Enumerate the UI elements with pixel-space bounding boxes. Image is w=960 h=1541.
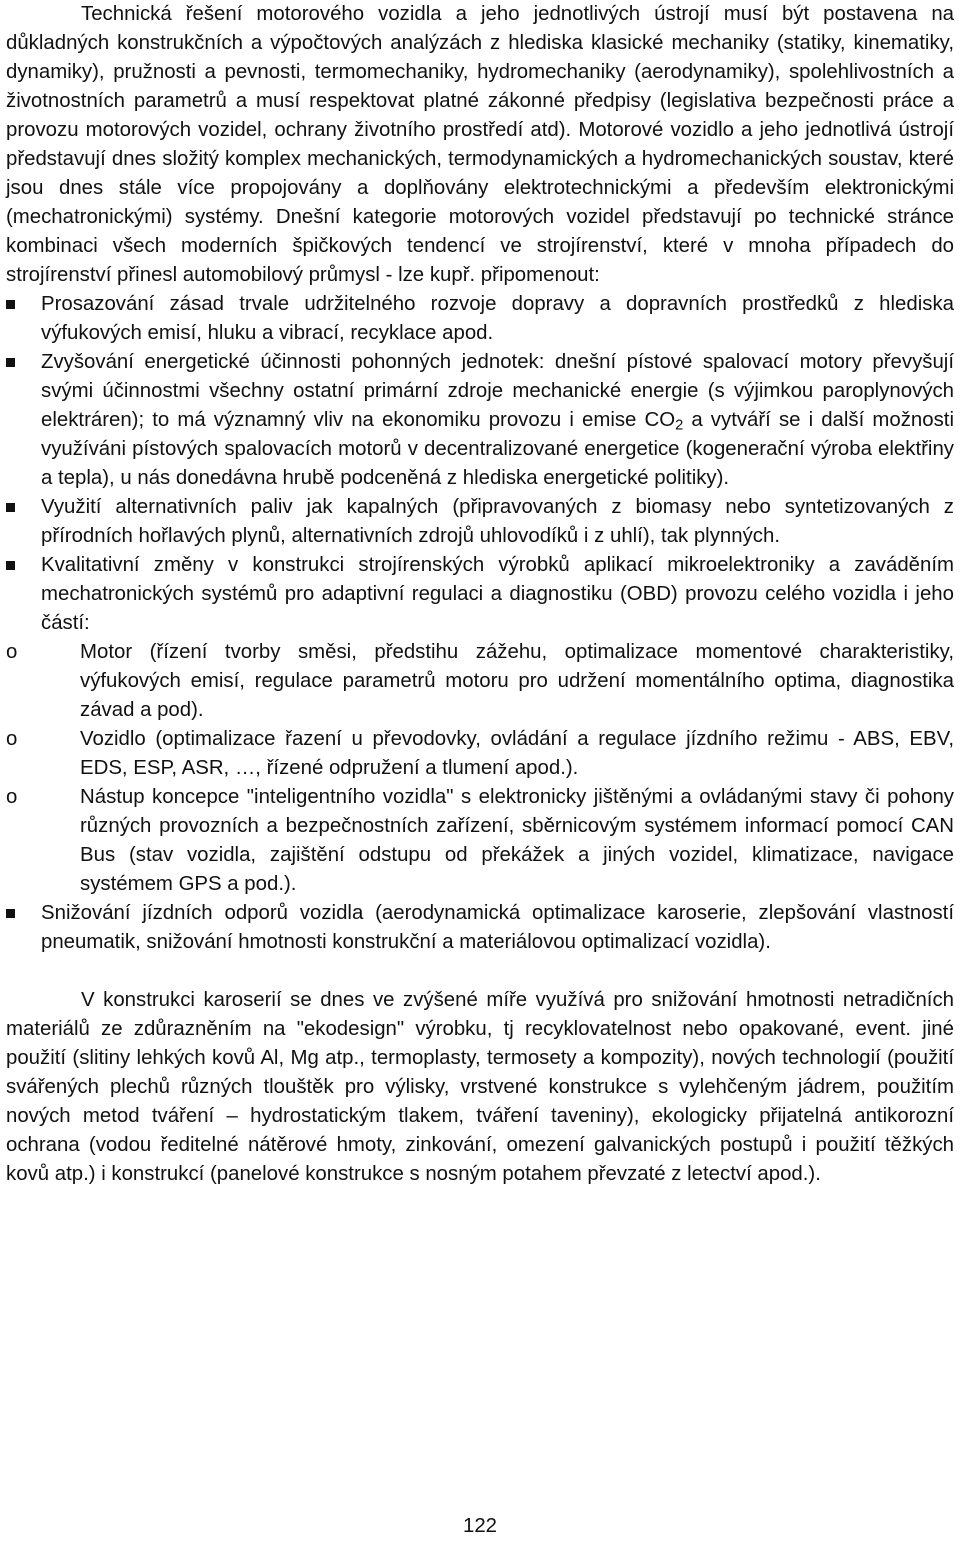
sub-item [6,638,954,725]
bullet-text: Snižování jízdních odporů vozidla (aerodynamická optimalizace karoserie, zlepšování vlastností pneumatik, snižování hmotnosti konstrukční a materiálovou optimalizací vozidla). [41,902,954,953]
bullet-text: Kvalitativní změny v konstrukci strojírenských výrobků aplikací mikroelektroniky a zaváděním mechatronických systémů pro adaptivní regulaci a diagnostiku (OBD) provozu celého vozidla i jeho částí: [41,554,954,634]
circle-bullet-icon: o [6,641,18,663]
bullet-item [6,493,954,551]
square-bullet-icon [6,561,15,570]
bullet-text-continued: a vytváří se i další možnosti využíváni pístových spalovacích motorů v decentralizované energetice (kogenerační výroba elektřiny a tepla), u nás donedávna hrubě podceněná z hlediska energetické politiky). [41,409,954,489]
bullet-text: Využití alternativních paliv jak kapalných (připravovaných z biomasy nebo syntetizovaných z přírodních hořlavých plynů, alternativních zdrojů uhlovodíků i z uhlí), tak plynných. [41,496,954,547]
square-bullet-icon [6,358,15,367]
bullet-list [6,290,954,957]
intro-paragraph: Technická řešení motorového vozidla a jeho jednotlivých ústrojí musí být postavena na důkladných konstrukčních a výpočtových analýzách z hlediska klasické mechaniky (statiky, kinematiky, dynamiky), pružnosti a pevnosti, termomechaniky, hydromechaniky (aerodynamiky), spolehlivostních a životnostních parametrů a musí respektovat platné zákonné předpisy (legislativa bezpečnosti práce a provozu motorových vozidel, ochrany životního prostředí atd). Motorové vozidlo a jeho jednotlivá ústrojí představují dnes složitý komplex mechanických, termodynamických a hydromechanických soustav, které jsou dnes stále více propojovány a doplňovány elektrotechnickými a především elektronickými (mechatronickými) systémy. Dnešní kategorie motorových vozidel představují po technické stránce kombinaci všech moderních špičkových tendencí ve strojírenství, které v mnoha případech do strojírenství přinesl automobilový průmysl - lze kupř. připomenout: [6,3,954,286]
sub-item-text: Motor (řízení tvorby směsi, předstihu zážehu, optimalizace momentové charakteristiky, výfukových emisí, regulace parametrů motoru pro udržení momentálního optima, diagnostika závad a pod). [80,641,954,721]
sub-item-text: Nástup koncepce "inteligentního vozidla" s elektronicky jištěnými a ovládanými stavy či pohony různých provozních a bezpečnostních zařízení, sběrnicovým systémem informací pomocí CAN Bus (stav vozidla, zajištění odstupu od překážek a jiných vozidel, klimatizace, navigace systémem GPS a pod.). [80,786,954,895]
sub-item [6,725,954,783]
circle-bullet-icon: o [6,786,18,808]
bullet-text: Prosazování zásad trvale udržitelného rozvoje dopravy a dopravních prostředků z hlediska výfukových emisí, hluku a vibrací, recyklace apod. [41,293,954,344]
circle-bullet-icon: o [6,728,18,750]
subscript-text: 2 [675,417,684,434]
sub-item [6,783,954,899]
bullet-text: Zvyšování energetické účinnosti pohonných jednotek: dnešní pístové spalovací motory převyšují svými účinnostmi všechny ostatní primární zdroje mechanické energie (s výjimkou paroplynových elektráren); to má významný vliv na ekonomiku provozu i emise CO [41,351,954,431]
bullet-item [6,290,954,348]
square-bullet-icon [6,300,15,309]
square-bullet-icon [6,503,15,512]
bullet-item [6,551,954,899]
document-page [6,0,954,1189]
bullet-item [6,899,954,957]
sub-list [6,638,954,899]
bullet-item [6,348,954,493]
square-bullet-icon [6,909,15,918]
closing-paragraph: V konstrukci karoserií se dnes ve zvýšené míře využívá pro snižování hmotnosti netradičních materiálů ze zdůrazněním na "ekodesign" výrobku, tj recyklovatelnost nebo opakované, event. jiné použití (slitiny lehkých kovů Al, Mg atp., termoplasty, termosety a kompozity), nových technologií (použití svářených plechů různých tlouštěk pro výlisky, vrstvené konstrukce s vylehčeným jádrem, použitím nových metod tváření – hydrostatickým tlakem, tváření taveniny), ekologicky přijatelná antikorozní ochrana (vodou ředitelné nátěrové hmoty, zinkování, omezení galvanických postupů i použití těžkých kovů atp.) i konstrukcí (panelové konstrukce s nosným potahem převzaté z letectví apod.). [6,989,954,1185]
page-number: 122 [462,1515,498,1537]
sub-item-text: Vozidlo (optimalizace řazení u převodovky, ovládání a regulace jízdního režimu - ABS, EBV, EDS, ESP, ASR, …, řízené odpružení a tlumení apod.). [80,728,954,779]
